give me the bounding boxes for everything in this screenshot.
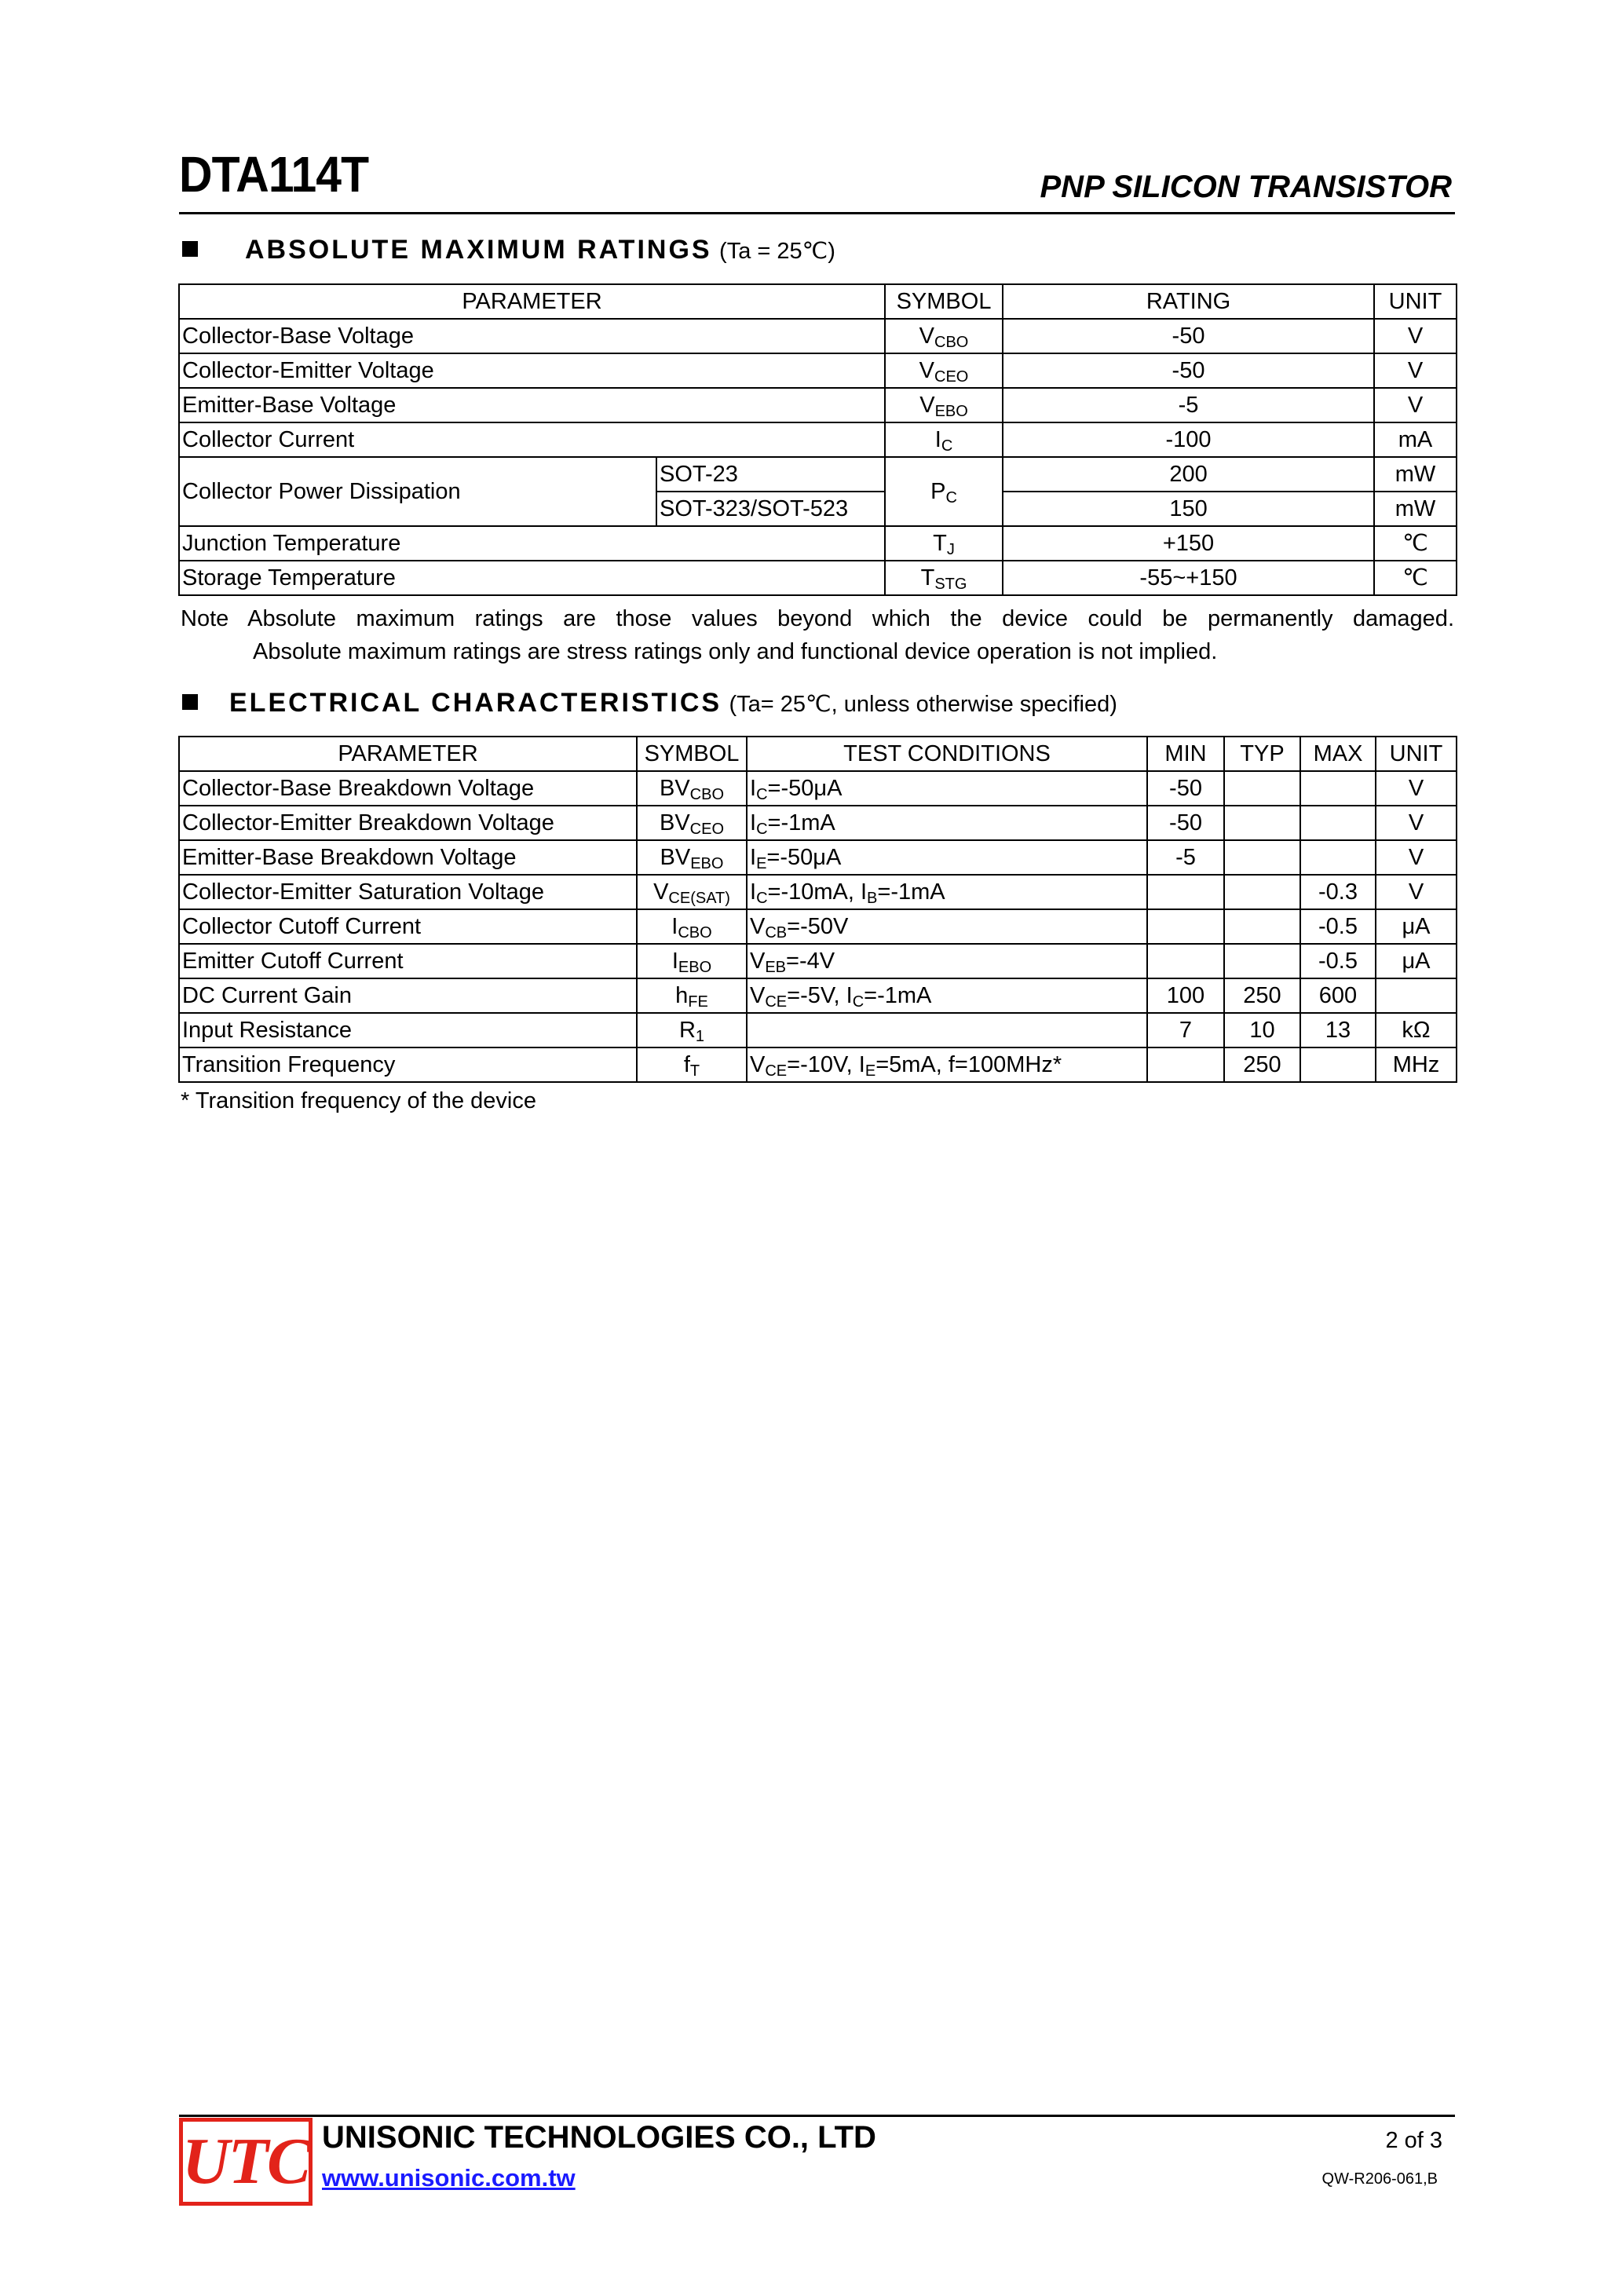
unit-cell: ℃ xyxy=(1374,526,1457,561)
max-cell xyxy=(1300,806,1376,840)
unit-cell: mA xyxy=(1374,422,1457,457)
min-cell: 100 xyxy=(1147,978,1224,1013)
parameter-cell: Storage Temperature xyxy=(179,561,885,595)
symbol-subscript: 1 xyxy=(695,1028,705,1045)
symbol-subscript: CEO xyxy=(934,368,969,386)
symbol-cell xyxy=(637,771,747,806)
symbol-cell xyxy=(637,909,747,944)
typ-cell: 10 xyxy=(1224,1013,1300,1047)
symbol-base: V xyxy=(919,324,935,349)
abs-max-note-line-1: Note Absolute maximum ratings are those values beyond which the device could be permanently damaged. xyxy=(181,606,1454,631)
symbol-cell xyxy=(637,840,747,875)
min-cell: 7 xyxy=(1147,1013,1224,1047)
abs-max-section-title xyxy=(182,236,835,263)
unit-cell: V xyxy=(1376,840,1457,875)
condition-subscript: C xyxy=(852,993,865,1011)
condition-subscript: E xyxy=(865,1062,876,1080)
unit-cell: mW xyxy=(1374,492,1457,526)
rating-cell: -50 xyxy=(1003,353,1374,388)
unit-cell: μA xyxy=(1376,909,1457,944)
col-header-parameter: PARAMETER xyxy=(179,284,885,319)
symbol-base: V xyxy=(919,358,935,383)
condition-subscript: CE xyxy=(765,993,788,1011)
symbol-cell xyxy=(637,978,747,1013)
condition-text: =-50μA xyxy=(766,845,842,870)
header-divider xyxy=(179,212,1455,214)
condition-subscript: CE xyxy=(765,1062,788,1080)
table-row xyxy=(179,422,1457,457)
unit-cell: V xyxy=(1376,771,1457,806)
max-cell: -0.5 xyxy=(1300,944,1376,978)
max-cell: -0.5 xyxy=(1300,909,1376,944)
unit-cell: μA xyxy=(1376,944,1457,978)
symbol-base: h xyxy=(675,983,689,1008)
test-conditions-cell xyxy=(747,806,1147,840)
condition-text: =-5V, I xyxy=(787,983,853,1008)
symbol-base: R xyxy=(678,1018,696,1043)
document-type: PNP SILICON TRANSISTOR xyxy=(1040,170,1452,204)
parameter-cell: Transition Frequency xyxy=(179,1047,637,1082)
symbol-base: I xyxy=(934,427,941,452)
parameter-cell: Collector-Emitter Saturation Voltage xyxy=(179,875,637,909)
condition-text: =-1mA xyxy=(767,810,835,835)
typ-cell xyxy=(1224,840,1300,875)
document-code: QW-R206-061,B xyxy=(1321,2170,1438,2188)
condition-text: =-50μA xyxy=(767,776,843,801)
unit-cell: V xyxy=(1376,875,1457,909)
unit-cell: V xyxy=(1374,388,1457,422)
min-cell xyxy=(1147,909,1224,944)
test-conditions-cell xyxy=(747,840,1147,875)
symbol-base: T xyxy=(920,565,935,590)
typ-cell xyxy=(1224,771,1300,806)
unit-cell: V xyxy=(1374,353,1457,388)
parameter-cell: Collector-Base Breakdown Voltage xyxy=(179,771,637,806)
typ-cell: 250 xyxy=(1224,1047,1300,1082)
table-row xyxy=(179,561,1457,595)
parameter-cell: Emitter-Base Breakdown Voltage xyxy=(179,840,637,875)
col-header-parameter: PARAMETER xyxy=(179,737,637,771)
symbol-subscript: STG xyxy=(934,576,967,593)
unit-cell: V xyxy=(1376,806,1457,840)
parameter-cell: Emitter Cutoff Current xyxy=(179,944,637,978)
symbol-cell xyxy=(885,422,1003,457)
min-cell xyxy=(1147,944,1224,978)
typ-cell xyxy=(1224,875,1300,909)
condition-text: V xyxy=(750,1052,766,1077)
rating-cell: -100 xyxy=(1003,422,1374,457)
col-header-symbol: SYMBOL xyxy=(637,737,747,771)
condition-text: I xyxy=(750,776,757,801)
condition-text: =-4V xyxy=(786,949,835,974)
condition-subscript: C xyxy=(756,890,768,907)
typ-cell: 250 xyxy=(1224,978,1300,1013)
symbol-base: BV xyxy=(660,845,691,870)
unit-cell: MHz xyxy=(1376,1047,1457,1082)
min-cell xyxy=(1147,1047,1224,1082)
symbol-cell xyxy=(885,561,1003,595)
table-row xyxy=(179,806,1457,840)
condition-text: V xyxy=(750,949,766,974)
parameter-cell: Collector-Base Voltage xyxy=(179,319,885,353)
condition-text: =-10mA, I xyxy=(767,879,868,905)
max-cell: 13 xyxy=(1300,1013,1376,1047)
condition-text: =-50V xyxy=(787,914,849,939)
test-conditions-cell xyxy=(747,1013,1147,1047)
table-row xyxy=(179,353,1457,388)
symbol-subscript: CEO xyxy=(689,821,725,838)
condition-text: V xyxy=(750,914,766,939)
parameter-cell: Input Resistance xyxy=(179,1013,637,1047)
unit-cell: mW xyxy=(1374,457,1457,492)
table-row xyxy=(179,457,1457,492)
footnote: * Transition frequency of the device xyxy=(181,1088,536,1113)
min-cell: -50 xyxy=(1147,806,1224,840)
page-number: 2 of 3 xyxy=(1385,2128,1442,2153)
test-conditions-cell xyxy=(747,909,1147,944)
parameter-cell: Collector Power Dissipation xyxy=(179,457,656,526)
table-row xyxy=(179,875,1457,909)
max-cell xyxy=(1300,771,1376,806)
col-header-unit: UNIT xyxy=(1374,284,1457,319)
symbol-subscript: FE xyxy=(688,993,708,1011)
rating-cell: 150 xyxy=(1003,492,1374,526)
condition-text: =-1mA xyxy=(877,879,945,905)
symbol-cell xyxy=(637,944,747,978)
parameter-cell: Collector Current xyxy=(179,422,885,457)
symbol-cell xyxy=(637,1047,747,1082)
utc-logo xyxy=(179,2118,313,2206)
symbol-base: I xyxy=(671,949,678,974)
condition-subscript: C xyxy=(756,786,768,803)
table-row xyxy=(179,1047,1457,1082)
col-header-symbol: SYMBOL xyxy=(885,284,1003,319)
max-cell: 600 xyxy=(1300,978,1376,1013)
elec-section-title xyxy=(182,689,1117,716)
rating-cell: -5 xyxy=(1003,388,1374,422)
symbol-cell xyxy=(885,388,1003,422)
logo-text: UTC xyxy=(182,2125,309,2198)
table-row xyxy=(179,978,1457,1013)
parameter-cell: Junction Temperature xyxy=(179,526,885,561)
rating-cell: +150 xyxy=(1003,526,1374,561)
abs-max-title: ABSOLUTE MAXIMUM RATINGS xyxy=(245,235,712,265)
unit-cell xyxy=(1376,978,1457,1013)
unit-cell: V xyxy=(1374,319,1457,353)
min-cell xyxy=(1147,875,1224,909)
table-row xyxy=(179,944,1457,978)
unit-cell: ℃ xyxy=(1374,561,1457,595)
symbol-base: BV xyxy=(659,776,690,801)
table-row xyxy=(179,771,1457,806)
rating-cell: 200 xyxy=(1003,457,1374,492)
square-bullet-icon xyxy=(182,241,198,257)
condition-subscript: C xyxy=(756,821,768,838)
symbol-base: BV xyxy=(659,810,690,835)
parameter-cell: Emitter-Base Voltage xyxy=(179,388,885,422)
package-cell: SOT-23 xyxy=(656,457,885,492)
col-header-max: MAX xyxy=(1300,737,1376,771)
table-row xyxy=(179,1013,1457,1047)
symbol-cell xyxy=(637,1013,747,1047)
symbol-subscript: EBO xyxy=(690,855,724,872)
symbol-cell xyxy=(885,353,1003,388)
elec-table xyxy=(178,736,1457,1083)
package-cell: SOT-323/SOT-523 xyxy=(656,492,885,526)
typ-cell xyxy=(1224,806,1300,840)
condition-text: I xyxy=(750,810,757,835)
table-row xyxy=(179,526,1457,561)
part-number: DTA114T xyxy=(179,146,369,203)
parameter-cell: Collector Cutoff Current xyxy=(179,909,637,944)
table-row xyxy=(179,840,1457,875)
symbol-subscript: CBO xyxy=(689,786,725,803)
test-conditions-cell xyxy=(747,944,1147,978)
max-cell xyxy=(1300,840,1376,875)
condition-subscript: E xyxy=(756,855,767,872)
elec-table-body xyxy=(179,737,1457,1082)
min-cell: -50 xyxy=(1147,771,1224,806)
rating-cell: -50 xyxy=(1003,319,1374,353)
table-row xyxy=(179,909,1457,944)
condition-text: =5mA, f=100MHz* xyxy=(875,1052,1062,1077)
symbol-cell xyxy=(885,457,1003,526)
rating-cell: -55~+150 xyxy=(1003,561,1374,595)
parameter-cell: DC Current Gain xyxy=(179,978,637,1013)
symbol-base: I xyxy=(671,914,678,939)
symbol-cell xyxy=(885,526,1003,561)
max-cell: -0.3 xyxy=(1300,875,1376,909)
condition-subscript: B xyxy=(867,890,878,907)
parameter-cell: Collector-Emitter Voltage xyxy=(179,353,885,388)
abs-max-condition: (Ta = 25℃) xyxy=(719,239,835,264)
table-row xyxy=(179,388,1457,422)
symbol-subscript: C xyxy=(945,489,957,506)
test-conditions-cell xyxy=(747,875,1147,909)
footer-divider xyxy=(179,2115,1455,2117)
symbol-base: P xyxy=(930,479,946,504)
test-conditions-cell xyxy=(747,978,1147,1013)
table-row xyxy=(179,319,1457,353)
condition-text: =-1mA xyxy=(864,983,932,1008)
elec-condition: (Ta= 25℃, unless otherwise specified) xyxy=(729,692,1117,717)
condition-text: I xyxy=(750,879,757,905)
abs-max-table xyxy=(178,283,1457,596)
condition-text: I xyxy=(750,845,757,870)
symbol-subscript: J xyxy=(946,541,955,558)
abs-max-note-line-2: Absolute maximum ratings are stress ratings only and functional device operation is not implied. xyxy=(253,639,1218,664)
test-conditions-cell xyxy=(747,1047,1147,1082)
symbol-base: T xyxy=(933,531,947,556)
symbol-subscript: CBO xyxy=(934,334,969,351)
company-name: UNISONIC TECHNOLOGIES CO., LTD xyxy=(322,2120,876,2155)
col-header-min: MIN xyxy=(1147,737,1224,771)
symbol-subscript: EBO xyxy=(934,403,968,420)
symbol-base: f xyxy=(683,1052,690,1077)
test-conditions-cell xyxy=(747,771,1147,806)
symbol-subscript: T xyxy=(689,1062,700,1080)
symbol-subscript: EBO xyxy=(678,959,712,976)
typ-cell xyxy=(1224,909,1300,944)
parameter-cell: Collector-Emitter Breakdown Voltage xyxy=(179,806,637,840)
symbol-base: V xyxy=(919,393,935,418)
col-header-unit: UNIT xyxy=(1376,737,1457,771)
typ-cell xyxy=(1224,944,1300,978)
table-header-row xyxy=(179,284,1457,319)
abs-max-table-body xyxy=(179,284,1457,595)
condition-subscript: EB xyxy=(765,959,787,976)
elec-title: ELECTRICAL CHARACTERISTICS xyxy=(229,688,722,718)
symbol-subscript: CE(SAT) xyxy=(668,890,730,907)
max-cell xyxy=(1300,1047,1376,1082)
condition-subscript: CB xyxy=(765,924,788,941)
condition-text: V xyxy=(750,983,766,1008)
condition-text: =-10V, I xyxy=(787,1052,865,1077)
col-header-typ: TYP xyxy=(1224,737,1300,771)
unit-cell: kΩ xyxy=(1376,1013,1457,1047)
square-bullet-icon xyxy=(182,694,198,710)
col-header-test-conditions: TEST CONDITIONS xyxy=(747,737,1147,771)
min-cell: -5 xyxy=(1147,840,1224,875)
table-header-row xyxy=(179,737,1457,771)
symbol-cell xyxy=(637,806,747,840)
symbol-subscript: CBO xyxy=(678,924,712,941)
symbol-cell xyxy=(885,319,1003,353)
col-header-rating: RATING xyxy=(1003,284,1374,319)
website-link[interactable]: www.unisonic.com.tw xyxy=(322,2164,576,2192)
symbol-base: V xyxy=(653,879,669,905)
symbol-cell xyxy=(637,875,747,909)
symbol-subscript: C xyxy=(941,437,953,455)
